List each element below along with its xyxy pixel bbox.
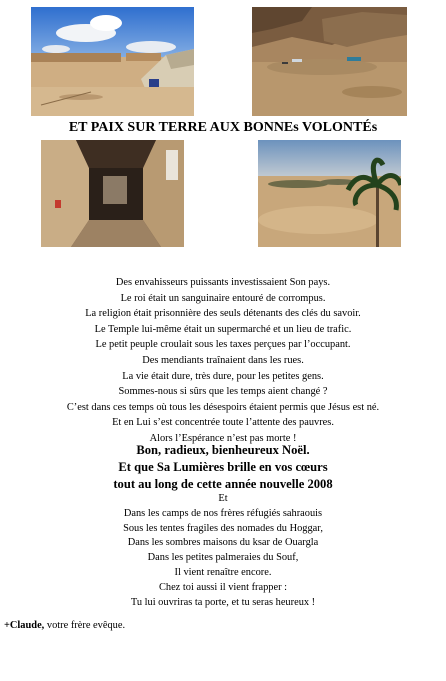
poem-line: Des envahisseurs puissants investissaient Son pays. xyxy=(115,277,331,288)
christmas-greeting xyxy=(0,442,446,493)
closing-line: Il vient renaître encore. xyxy=(174,566,272,578)
signature xyxy=(4,620,125,631)
closing-line: Chez toi aussi il vient frapper : xyxy=(158,581,288,593)
closing-line: Dans les camps de nos frères réfugiés sahraouis xyxy=(123,507,323,519)
poem-line: La religion était prisonnière des seuls détenants des clés du savoir. xyxy=(85,308,361,320)
closing-block xyxy=(0,492,446,610)
photo-ksar-corridor xyxy=(41,140,184,247)
page-title: ET PAIX SUR TERRE AUX BONNEs VOLONTÉs xyxy=(68,120,378,135)
signature-text: votre frère evêque. xyxy=(44,620,126,631)
poem-line: Des mendiants traînaient dans les rues. xyxy=(142,354,304,366)
poem-line: Le Temple lui-même était un supermarché et un lieu de trafic. xyxy=(94,323,352,335)
poem-line: C’est dans ces temps où tous les désespoirs étaient permis que Jésus est né. xyxy=(66,401,380,413)
photo-rocky-valley xyxy=(252,7,407,116)
poem-line: Alors l’Espérance n’est pas morte ! xyxy=(149,432,297,444)
signature-name: +Claude, xyxy=(4,620,45,631)
greeting-line: Et que Sa Lumières brille en vos cœurs xyxy=(118,460,328,474)
poem-line: Sommes-nous si sûrs que les temps aient changé ? xyxy=(118,386,328,398)
closing-line: Tu lui ouvriras ta porte, et tu seras heureux ! xyxy=(130,596,316,608)
photo-oasis-palm xyxy=(258,140,401,247)
closing-line: Sous les tentes fragiles des nomades du Hoggar, xyxy=(123,522,323,534)
closing-line: Dans les sombres maisons du ksar de Ouargla xyxy=(127,537,319,549)
poem-line: Et en Lui s’est concentrée toute l’attente des pauvres. xyxy=(112,417,334,429)
poem-line: Le petit peuple croulait sous les taxes perçues par l’occupant. xyxy=(95,339,351,351)
closing-line: Dans les petites palmeraies du Souf, xyxy=(147,552,299,564)
poem-block xyxy=(0,275,446,447)
poem-line: La vie était dure, très dure, pour les petites gens. xyxy=(122,370,324,382)
greeting-line: tout au long de cette année nouvelle 2008 xyxy=(113,477,333,491)
closing-line: Et xyxy=(218,493,228,504)
poem-line: Le roi était un sanguinaire entouré de corrompus. xyxy=(120,292,326,304)
greeting-line: Bon, radieux, bienheureux Noël. xyxy=(136,443,310,457)
photo-desert-camp xyxy=(31,7,194,116)
